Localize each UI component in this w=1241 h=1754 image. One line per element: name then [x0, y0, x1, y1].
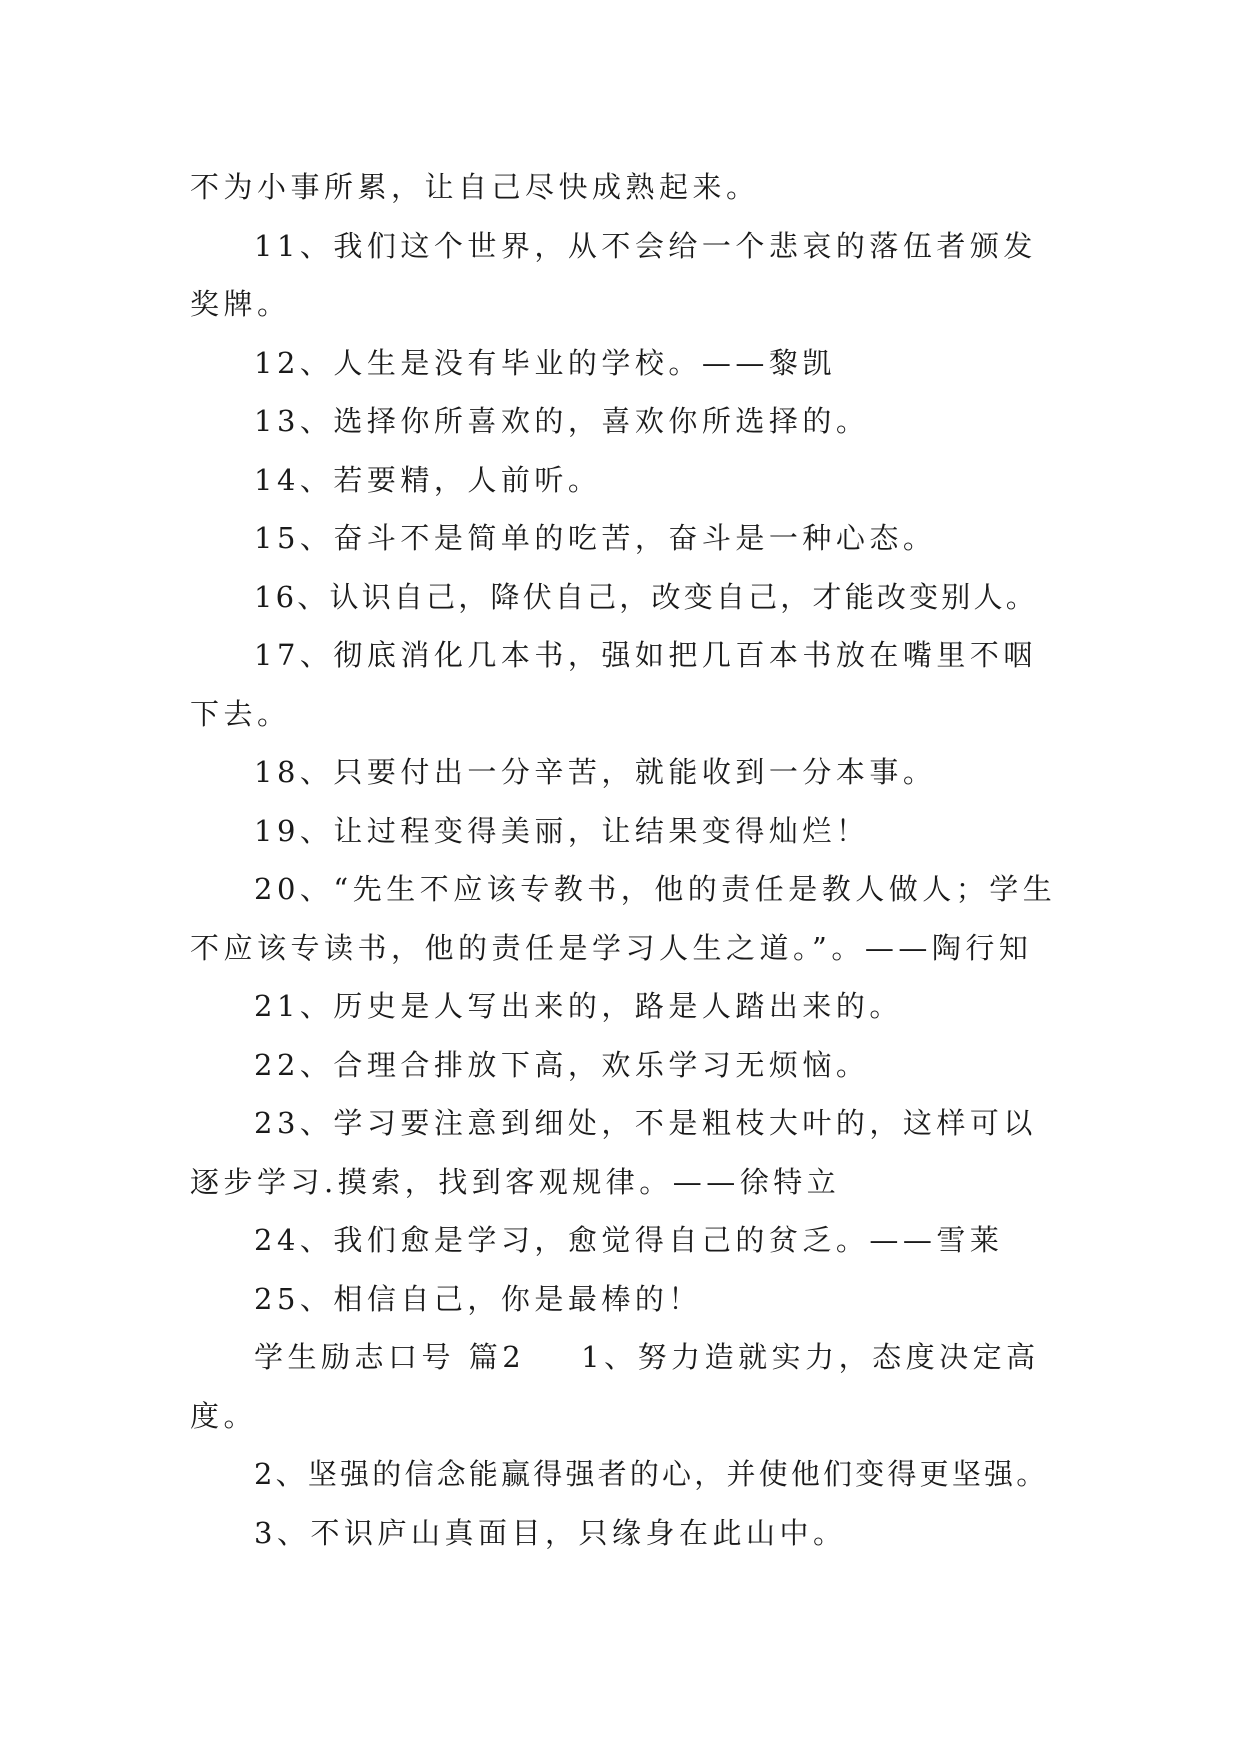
slogan-item-11: 11、我们这个世界，从不会给一个悲哀的落伍者颁发奖牌。: [190, 228, 1037, 321]
slogan-item-19: 19、让过程变得美丽，让结果变得灿烂！: [254, 813, 870, 848]
slogan-item-21: 21、历史是人写出来的，路是人踏出来的。: [254, 989, 903, 1023]
section-item-2: 2、坚强的信念能赢得强者的心，并使他们变得更坚强。: [254, 1457, 1049, 1491]
section-item-1: 1、努力造就实力，态度决定高度。: [190, 1340, 1040, 1433]
section-start: [190, 1328, 1070, 1445]
slogan-item-17: 17、彻底消化几本书，强如把几百本书放在嘴里不咽下去。: [190, 638, 1037, 731]
slogan-item-16: 16、认识自己，降伏自己，改变自己，才能改变别人。: [254, 579, 1038, 614]
slogan-item-13: 13、选择你所喜欢的，喜欢你所选择的。: [254, 404, 870, 438]
slogan-item-20: 20、“先生不应该专教书，他的责任是教人做人；学生不应该专读书，他的责任是学习人生之道。”。——陶行知: [190, 872, 1057, 965]
slogan-item-18: 18、只要付出一分辛苦，就能收到一分本事。: [254, 755, 937, 789]
section-item-3: 3、不识庐山真面目，只缘身在此山中。: [254, 1515, 847, 1550]
slogan-item-25: 25、相信自己，你是最棒的！: [254, 1281, 702, 1316]
slogan-item-12: 12、人生是没有毕业的学校。——黎凯: [254, 345, 836, 380]
slogan-item-23: 23、学习要注意到细处，不是粗枝大叶的，这样可以逐步学习.摸索，找到客观规律。——徐特立: [190, 1106, 1037, 1199]
slogan-item-22: 22、合理合排放下高，欢乐学习无烦恼。: [254, 1047, 870, 1082]
slogan-item-15: 15、奋斗不是简单的吃苦，奋斗是一种心态。: [254, 521, 937, 555]
slogan-item-24: 24、我们愈是学习，愈觉得自己的贫乏。——雪莱: [254, 1223, 1004, 1257]
paragraph-continuation: 不为小事所累，让自己尽快成熟起来。: [190, 170, 760, 204]
section-heading: 学生励志口号 篇2: [254, 1340, 526, 1374]
text-body: [190, 158, 1070, 1562]
slogan-item-14: 14、若要精，人前听。: [254, 462, 602, 497]
